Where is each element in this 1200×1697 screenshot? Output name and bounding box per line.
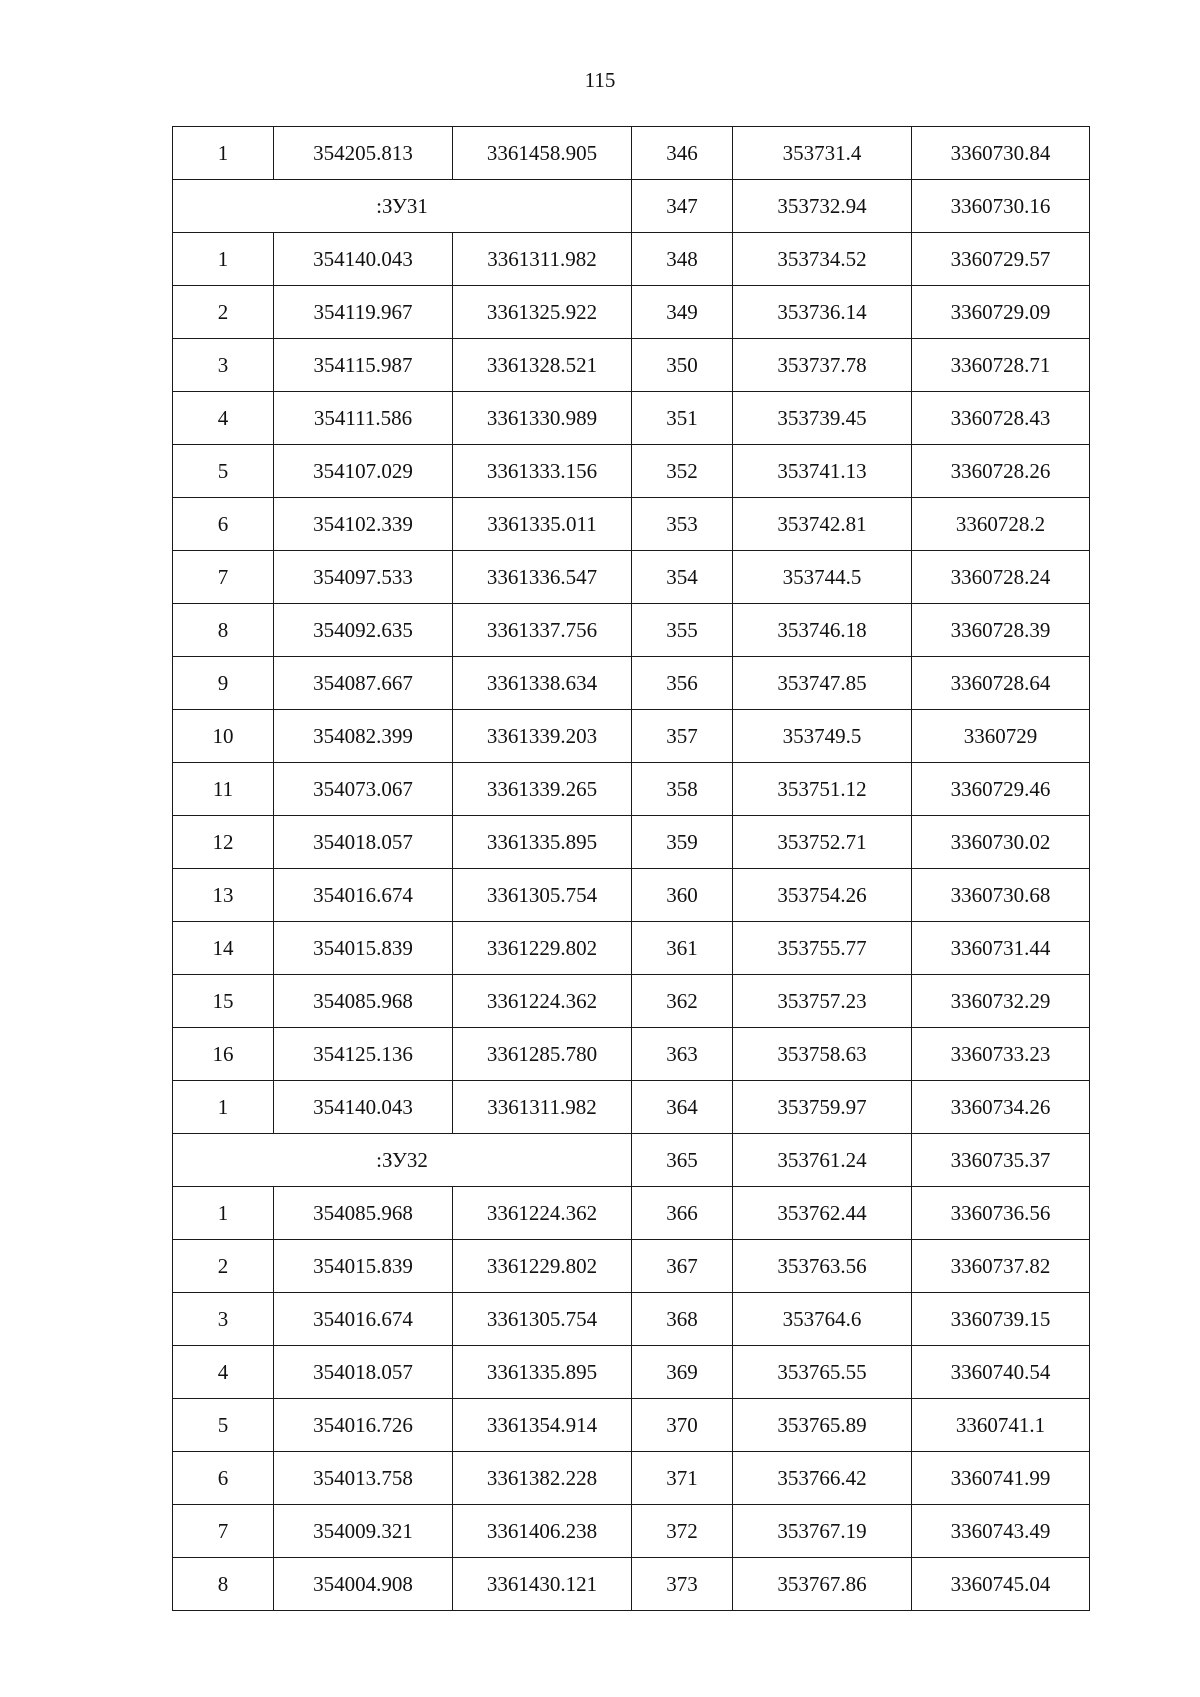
- x-coordinate-cell: 354205.813: [274, 127, 453, 180]
- point-number-cell: 366: [632, 1187, 733, 1240]
- x-coordinate-cell: 353752.71: [733, 816, 912, 869]
- x-coordinate-cell: 354107.029: [274, 445, 453, 498]
- point-number-cell: 7: [173, 551, 274, 604]
- y-coordinate-cell: 3361305.754: [453, 1293, 632, 1346]
- y-coordinate-cell: 3361330.989: [453, 392, 632, 445]
- coordinates-table: [172, 126, 1090, 1611]
- x-coordinate-cell: 354119.967: [274, 286, 453, 339]
- coordinates-table-body: [173, 127, 1090, 1611]
- x-coordinate-cell: 353766.42: [733, 1452, 912, 1505]
- point-number-cell: 6: [173, 498, 274, 551]
- y-coordinate-cell: 3361336.547: [453, 551, 632, 604]
- point-number-cell: 358: [632, 763, 733, 816]
- x-coordinate-cell: 354140.043: [274, 1081, 453, 1134]
- point-number-cell: 3: [173, 1293, 274, 1346]
- point-number-cell: 361: [632, 922, 733, 975]
- y-coordinate-cell: 3360730.68: [912, 869, 1090, 922]
- y-coordinate-cell: 3360743.49: [912, 1505, 1090, 1558]
- y-coordinate-cell: 3360740.54: [912, 1346, 1090, 1399]
- point-number-cell: 353: [632, 498, 733, 551]
- table-row: [173, 286, 1090, 339]
- table-row: [173, 816, 1090, 869]
- x-coordinate-cell: 353739.45: [733, 392, 912, 445]
- y-coordinate-cell: 3361333.156: [453, 445, 632, 498]
- point-number-cell: 1: [173, 1187, 274, 1240]
- x-coordinate-cell: 354073.067: [274, 763, 453, 816]
- point-number-cell: 2: [173, 286, 274, 339]
- table-row: [173, 710, 1090, 763]
- table-row: [173, 922, 1090, 975]
- y-coordinate-cell: 3360732.29: [912, 975, 1090, 1028]
- x-coordinate-cell: 354097.533: [274, 551, 453, 604]
- y-coordinate-cell: 3361224.362: [453, 975, 632, 1028]
- x-coordinate-cell: 354111.586: [274, 392, 453, 445]
- y-coordinate-cell: 3360741.1: [912, 1399, 1090, 1452]
- x-coordinate-cell: 353749.5: [733, 710, 912, 763]
- y-coordinate-cell: 3361337.756: [453, 604, 632, 657]
- y-coordinate-cell: 3360739.15: [912, 1293, 1090, 1346]
- y-coordinate-cell: 3360745.04: [912, 1558, 1090, 1611]
- table-row: [173, 1452, 1090, 1505]
- y-coordinate-cell: 3360733.23: [912, 1028, 1090, 1081]
- y-coordinate-cell: 3361339.265: [453, 763, 632, 816]
- x-coordinate-cell: 354115.987: [274, 339, 453, 392]
- point-number-cell: 5: [173, 445, 274, 498]
- point-number-cell: 355: [632, 604, 733, 657]
- x-coordinate-cell: 353734.52: [733, 233, 912, 286]
- x-coordinate-cell: 354092.635: [274, 604, 453, 657]
- y-coordinate-cell: 3361311.982: [453, 1081, 632, 1134]
- x-coordinate-cell: 354016.726: [274, 1399, 453, 1452]
- x-coordinate-cell: 353732.94: [733, 180, 912, 233]
- table-row: [173, 392, 1090, 445]
- point-number-cell: 4: [173, 392, 274, 445]
- x-coordinate-cell: 354015.839: [274, 922, 453, 975]
- y-coordinate-cell: 3360737.82: [912, 1240, 1090, 1293]
- y-coordinate-cell: 3360728.64: [912, 657, 1090, 710]
- table-row: [173, 180, 1090, 233]
- x-coordinate-cell: 353759.97: [733, 1081, 912, 1134]
- point-number-cell: 363: [632, 1028, 733, 1081]
- x-coordinate-cell: 353742.81: [733, 498, 912, 551]
- y-coordinate-cell: 3361229.802: [453, 1240, 632, 1293]
- point-number-cell: 348: [632, 233, 733, 286]
- table-row: [173, 869, 1090, 922]
- point-number-cell: 373: [632, 1558, 733, 1611]
- page-number: 115: [584, 68, 616, 92]
- table-row: [173, 551, 1090, 604]
- table-row: [173, 1240, 1090, 1293]
- table-row: [173, 763, 1090, 816]
- x-coordinate-cell: 353755.77: [733, 922, 912, 975]
- table-row: [173, 1187, 1090, 1240]
- parcel-label-cell: :ЗУ32: [173, 1134, 632, 1187]
- x-coordinate-cell: 353746.18: [733, 604, 912, 657]
- point-number-cell: 350: [632, 339, 733, 392]
- y-coordinate-cell: 3360729.57: [912, 233, 1090, 286]
- y-coordinate-cell: 3361229.802: [453, 922, 632, 975]
- point-number-cell: 8: [173, 1558, 274, 1611]
- y-coordinate-cell: 3361311.982: [453, 233, 632, 286]
- y-coordinate-cell: 3360730.02: [912, 816, 1090, 869]
- y-coordinate-cell: 3360728.2: [912, 498, 1090, 551]
- point-number-cell: 365: [632, 1134, 733, 1187]
- x-coordinate-cell: 354018.057: [274, 816, 453, 869]
- x-coordinate-cell: 354013.758: [274, 1452, 453, 1505]
- point-number-cell: 5: [173, 1399, 274, 1452]
- x-coordinate-cell: 354085.968: [274, 1187, 453, 1240]
- x-coordinate-cell: 354018.057: [274, 1346, 453, 1399]
- table-row: [173, 1505, 1090, 1558]
- y-coordinate-cell: 3361335.011: [453, 498, 632, 551]
- y-coordinate-cell: 3361305.754: [453, 869, 632, 922]
- y-coordinate-cell: 3361335.895: [453, 1346, 632, 1399]
- point-number-cell: 352: [632, 445, 733, 498]
- point-number-cell: 362: [632, 975, 733, 1028]
- table-row: [173, 1134, 1090, 1187]
- point-number-cell: 9: [173, 657, 274, 710]
- point-number-cell: 13: [173, 869, 274, 922]
- table-row: [173, 1346, 1090, 1399]
- point-number-cell: 367: [632, 1240, 733, 1293]
- point-number-cell: 370: [632, 1399, 733, 1452]
- x-coordinate-cell: 353761.24: [733, 1134, 912, 1187]
- x-coordinate-cell: 354140.043: [274, 233, 453, 286]
- y-coordinate-cell: 3360730.84: [912, 127, 1090, 180]
- y-coordinate-cell: 3360729.46: [912, 763, 1090, 816]
- y-coordinate-cell: 3361430.121: [453, 1558, 632, 1611]
- y-coordinate-cell: 3360736.56: [912, 1187, 1090, 1240]
- y-coordinate-cell: 3360730.16: [912, 180, 1090, 233]
- y-coordinate-cell: 3360728.26: [912, 445, 1090, 498]
- point-number-cell: 349: [632, 286, 733, 339]
- x-coordinate-cell: 353731.4: [733, 127, 912, 180]
- x-coordinate-cell: 354004.908: [274, 1558, 453, 1611]
- x-coordinate-cell: 353765.89: [733, 1399, 912, 1452]
- y-coordinate-cell: 3360735.37: [912, 1134, 1090, 1187]
- x-coordinate-cell: 353737.78: [733, 339, 912, 392]
- x-coordinate-cell: 354125.136: [274, 1028, 453, 1081]
- point-number-cell: 369: [632, 1346, 733, 1399]
- point-number-cell: 15: [173, 975, 274, 1028]
- y-coordinate-cell: 3361354.914: [453, 1399, 632, 1452]
- y-coordinate-cell: 3360728.39: [912, 604, 1090, 657]
- y-coordinate-cell: 3360734.26: [912, 1081, 1090, 1134]
- x-coordinate-cell: 354015.839: [274, 1240, 453, 1293]
- point-number-cell: 372: [632, 1505, 733, 1558]
- point-number-cell: 364: [632, 1081, 733, 1134]
- x-coordinate-cell: 353751.12: [733, 763, 912, 816]
- x-coordinate-cell: 353763.56: [733, 1240, 912, 1293]
- x-coordinate-cell: 353754.26: [733, 869, 912, 922]
- x-coordinate-cell: 354016.674: [274, 1293, 453, 1346]
- x-coordinate-cell: 353767.19: [733, 1505, 912, 1558]
- x-coordinate-cell: 353744.5: [733, 551, 912, 604]
- point-number-cell: 3: [173, 339, 274, 392]
- table-row: [173, 1028, 1090, 1081]
- y-coordinate-cell: 3361224.362: [453, 1187, 632, 1240]
- y-coordinate-cell: 3360731.44: [912, 922, 1090, 975]
- x-coordinate-cell: 353757.23: [733, 975, 912, 1028]
- point-number-cell: 14: [173, 922, 274, 975]
- point-number-cell: 16: [173, 1028, 274, 1081]
- table-row: [173, 1558, 1090, 1611]
- x-coordinate-cell: 353762.44: [733, 1187, 912, 1240]
- point-number-cell: 1: [173, 1081, 274, 1134]
- x-coordinate-cell: 353747.85: [733, 657, 912, 710]
- table-row: [173, 604, 1090, 657]
- x-coordinate-cell: 353758.63: [733, 1028, 912, 1081]
- table-row: [173, 445, 1090, 498]
- y-coordinate-cell: 3361328.521: [453, 339, 632, 392]
- table-row: [173, 233, 1090, 286]
- point-number-cell: 11: [173, 763, 274, 816]
- point-number-cell: 356: [632, 657, 733, 710]
- y-coordinate-cell: 3360728.43: [912, 392, 1090, 445]
- y-coordinate-cell: 3361338.634: [453, 657, 632, 710]
- table-row: [173, 1081, 1090, 1134]
- y-coordinate-cell: 3360729: [912, 710, 1090, 763]
- y-coordinate-cell: 3360729.09: [912, 286, 1090, 339]
- point-number-cell: 347: [632, 180, 733, 233]
- point-number-cell: 360: [632, 869, 733, 922]
- x-coordinate-cell: 353741.13: [733, 445, 912, 498]
- y-coordinate-cell: 3360728.24: [912, 551, 1090, 604]
- x-coordinate-cell: 354082.399: [274, 710, 453, 763]
- table-row: [173, 498, 1090, 551]
- x-coordinate-cell: 354085.968: [274, 975, 453, 1028]
- table-row: [173, 339, 1090, 392]
- y-coordinate-cell: 3360741.99: [912, 1452, 1090, 1505]
- table-row: [173, 657, 1090, 710]
- y-coordinate-cell: 3360728.71: [912, 339, 1090, 392]
- point-number-cell: 357: [632, 710, 733, 763]
- table-row: [173, 127, 1090, 180]
- y-coordinate-cell: 3361335.895: [453, 816, 632, 869]
- x-coordinate-cell: 354102.339: [274, 498, 453, 551]
- table-row: [173, 1399, 1090, 1452]
- x-coordinate-cell: 354009.321: [274, 1505, 453, 1558]
- point-number-cell: 2: [173, 1240, 274, 1293]
- point-number-cell: 1: [173, 127, 274, 180]
- x-coordinate-cell: 354087.667: [274, 657, 453, 710]
- y-coordinate-cell: 3361325.922: [453, 286, 632, 339]
- point-number-cell: 12: [173, 816, 274, 869]
- point-number-cell: 371: [632, 1452, 733, 1505]
- point-number-cell: 8: [173, 604, 274, 657]
- point-number-cell: 354: [632, 551, 733, 604]
- point-number-cell: 346: [632, 127, 733, 180]
- x-coordinate-cell: 353736.14: [733, 286, 912, 339]
- point-number-cell: 1: [173, 233, 274, 286]
- point-number-cell: 6: [173, 1452, 274, 1505]
- y-coordinate-cell: 3361339.203: [453, 710, 632, 763]
- x-coordinate-cell: 353765.55: [733, 1346, 912, 1399]
- point-number-cell: 7: [173, 1505, 274, 1558]
- point-number-cell: 368: [632, 1293, 733, 1346]
- y-coordinate-cell: 3361458.905: [453, 127, 632, 180]
- x-coordinate-cell: 353767.86: [733, 1558, 912, 1611]
- table-row: [173, 975, 1090, 1028]
- x-coordinate-cell: 354016.674: [274, 869, 453, 922]
- y-coordinate-cell: 3361285.780: [453, 1028, 632, 1081]
- point-number-cell: 4: [173, 1346, 274, 1399]
- y-coordinate-cell: 3361382.228: [453, 1452, 632, 1505]
- point-number-cell: 351: [632, 392, 733, 445]
- point-number-cell: 10: [173, 710, 274, 763]
- parcel-label-cell: :ЗУ31: [173, 180, 632, 233]
- y-coordinate-cell: 3361406.238: [453, 1505, 632, 1558]
- x-coordinate-cell: 353764.6: [733, 1293, 912, 1346]
- table-row: [173, 1293, 1090, 1346]
- point-number-cell: 359: [632, 816, 733, 869]
